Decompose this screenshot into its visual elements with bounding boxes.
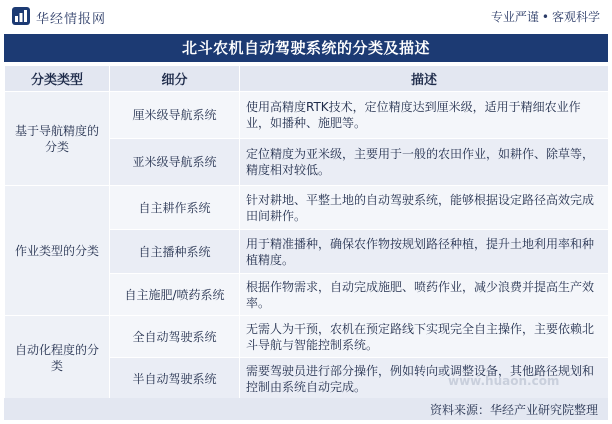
title-bar xyxy=(4,34,608,62)
category-cell: 作业类型的分类 xyxy=(5,186,110,316)
subcategory-cell: 自主播种系统 xyxy=(110,230,240,274)
slogan xyxy=(491,8,600,25)
description-cell: 使用高精度RTK技术，定位精度达到厘米级，适用于精细农业作业，如播种、施肥等。 xyxy=(240,92,609,139)
page-title: 北斗农机自动驾驶系统的分类及描述 xyxy=(181,39,430,57)
slogan-separator: • xyxy=(541,10,549,24)
brand-logo-icon xyxy=(12,7,30,25)
header-description: 描述 xyxy=(240,66,609,92)
slogan-left: 专业严谨 xyxy=(490,10,539,24)
subcategory-cell: 全自动驾驶系统 xyxy=(110,316,240,358)
slogan-right: 客观科学 xyxy=(551,10,600,24)
classification-table xyxy=(4,65,609,400)
category-cell: 自动化程度的分类 xyxy=(5,316,110,400)
description-cell: 定位精度为亚米级，主要用于一般的农田作业，如耕作、除草等，精度相对较低。 xyxy=(240,139,609,186)
brand-name: 华经情报网 xyxy=(36,12,107,27)
table-row xyxy=(5,316,609,358)
footer xyxy=(4,398,608,420)
subcategory-cell: 亚米级导航系统 xyxy=(110,139,240,186)
watermark: www.huaon.com xyxy=(448,374,560,388)
table-row xyxy=(5,92,609,139)
subcategory-cell: 厘米级导航系统 xyxy=(110,92,240,139)
source-note: 资料来源：华经产业研究院整理 xyxy=(429,403,598,417)
header-subcategory: 细分 xyxy=(110,66,240,92)
subcategory-cell: 自主施肥/喷药系统 xyxy=(110,274,240,316)
description-cell: 需要驾驶员进行部分操作，例如转向或调整设备，其他路径规划和控制由系统自动完成。 xyxy=(240,358,609,400)
description-cell: 根据作物需求，自动完成施肥、喷药作业，减少浪费并提高生产效率。 xyxy=(240,274,609,316)
description-cell: 针对耕地、平整土地的自动驾驶系统，能够根据设定路径高效完成田间耕作。 xyxy=(240,186,609,230)
table-row xyxy=(5,186,609,230)
subcategory-cell: 自主耕作系统 xyxy=(110,186,240,230)
subcategory-cell: 半自动驾驶系统 xyxy=(110,358,240,400)
top-bar xyxy=(0,0,612,30)
header-category: 分类类型 xyxy=(5,66,110,92)
description-cell: 用于精准播种，确保农作物按规划路径种植，提升土地利用率和种植精度。 xyxy=(240,230,609,274)
description-cell: 无需人为干预，农机在预定路线下实现完全自主操作，主要依赖北斗导航与智能控制系统。 xyxy=(240,316,609,358)
category-cell: 基于导航精度的分类 xyxy=(5,92,110,186)
table-header-row xyxy=(5,66,609,92)
